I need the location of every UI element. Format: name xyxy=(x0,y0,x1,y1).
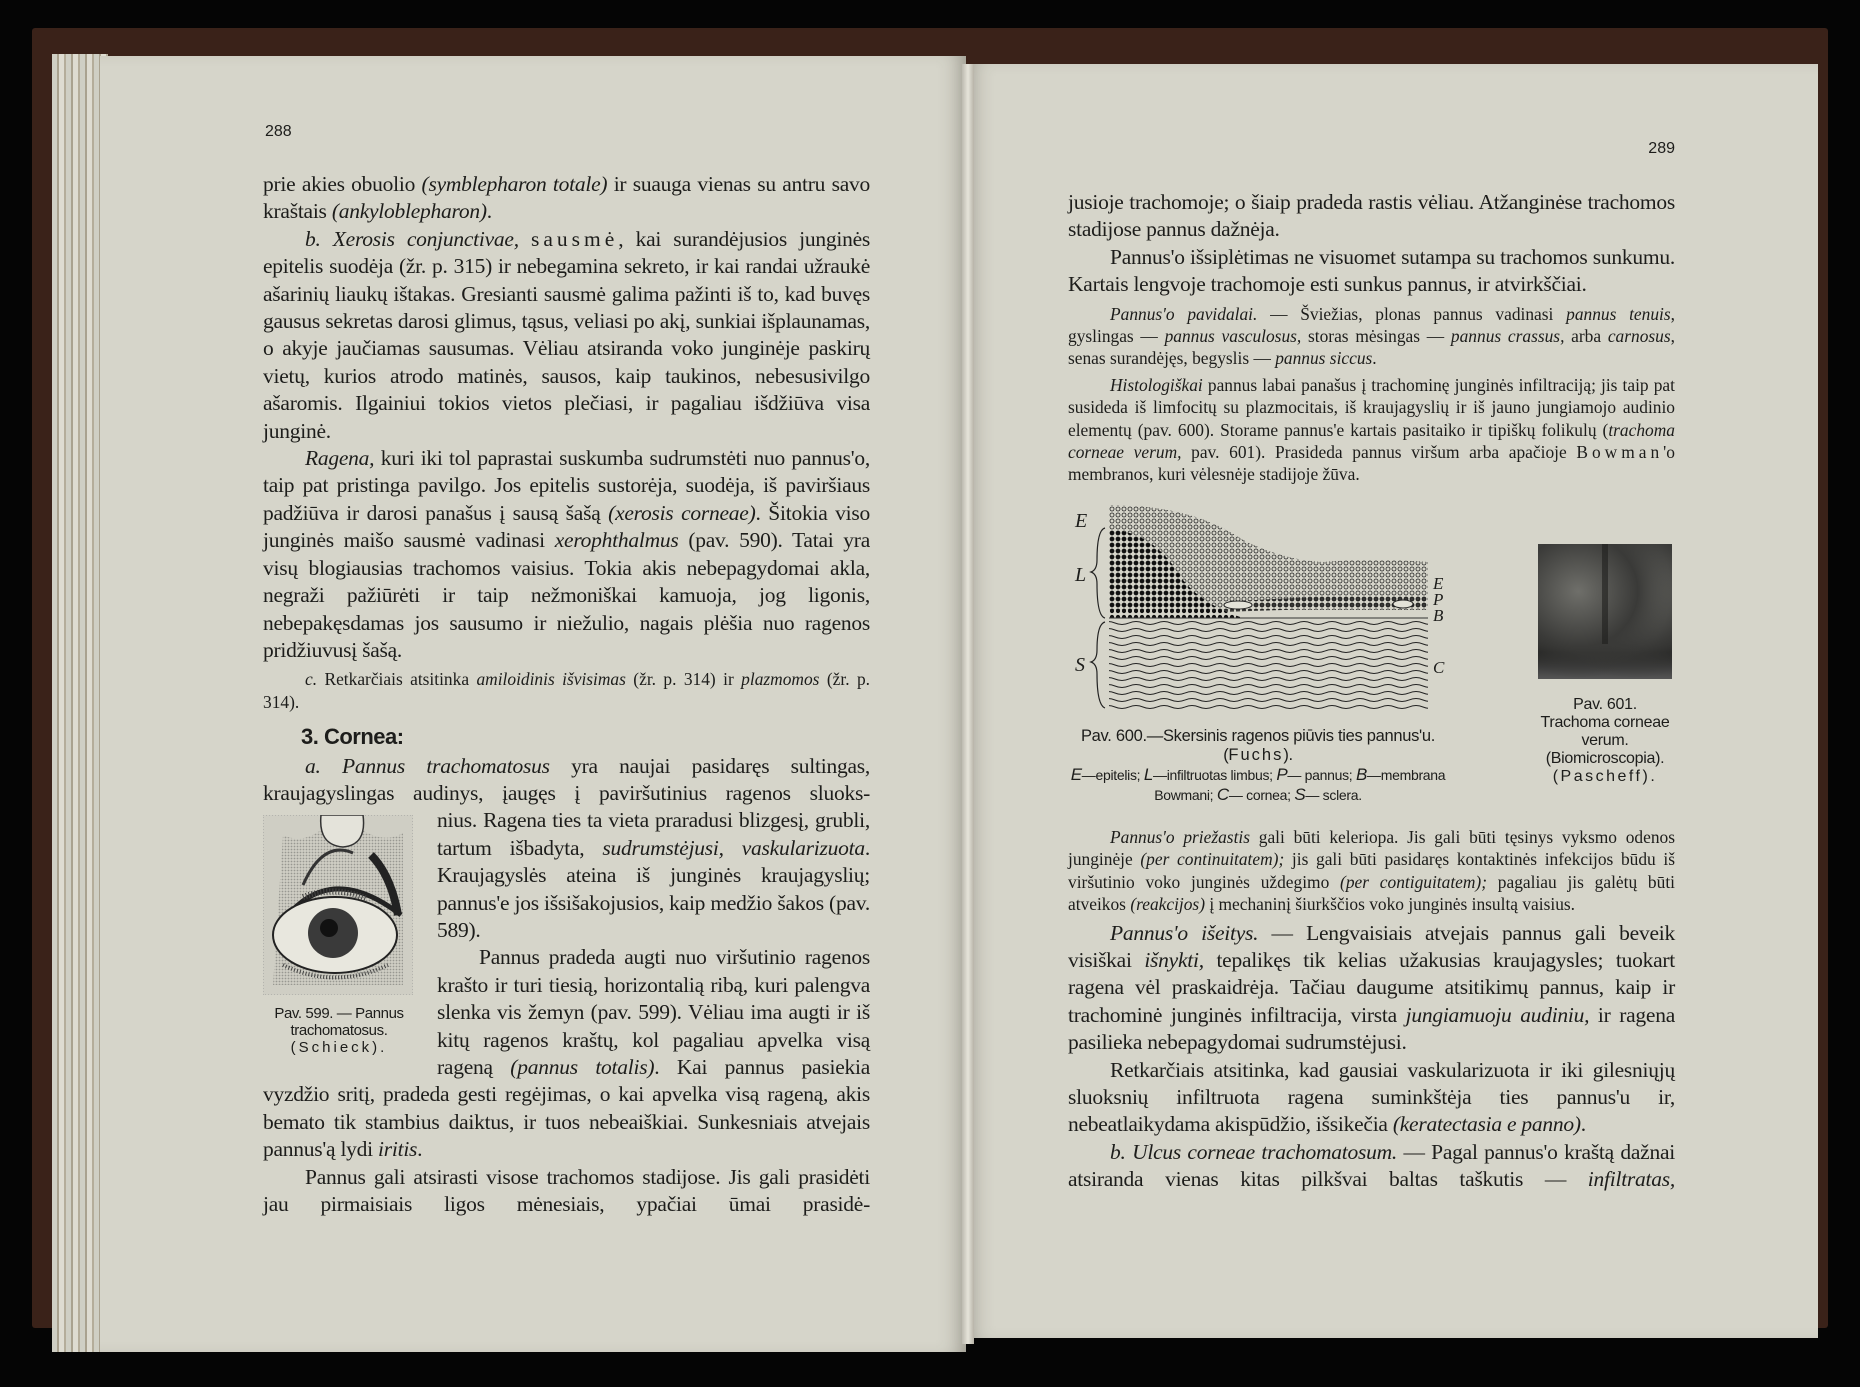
text-run: , gyslingas — xyxy=(1068,303,1676,347)
figure-599-caption-author: (Schieck). xyxy=(290,1039,388,1057)
text-run: ir suauga vienas su antru savo kraštais xyxy=(263,172,870,224)
caption-text: Pav. 600.—Skersinis ragenos piūvis ties pannus'u. ( xyxy=(1080,726,1436,764)
italic-term: Pannus'o išeitys. xyxy=(1110,920,1259,945)
figure-601-caption xyxy=(1530,696,1680,786)
italic-term: b. Xerosis conjunctivae, xyxy=(305,226,519,251)
italic-term: infiltratas, xyxy=(1587,1167,1675,1192)
legend-key: L xyxy=(1143,764,1153,784)
italic-term: a. Pannus trachomatosus xyxy=(305,753,550,778)
label-left-L: L xyxy=(1075,563,1086,586)
figure-600-legend xyxy=(1068,765,1448,805)
text-run: (žr. p. 314). xyxy=(263,669,870,712)
italic-term: Ragena, xyxy=(305,446,375,471)
text-run: Pannus pradeda augti nuo viršutinio ragenos krašto ir turi tiesią, horizontalią ribą, kuri palengva slenka vis žemyn (pav. 599). Vėliau ima augti ir iš kitų ragenos kraštų, kol pagaliau apvelka visą rageną xyxy=(437,945,870,1079)
italic-term: (pannus totalis) xyxy=(510,1055,655,1079)
label-right-B: B xyxy=(1433,605,1444,625)
text-run: nius. Ragena ties ta vieta praradusi blizgesį, grubli, tartum išbadyta, xyxy=(437,808,870,860)
text-run: pagaliau jis galėtų būti atveikos xyxy=(1068,871,1675,915)
legend-label: —epitelis; xyxy=(1081,766,1141,783)
figures-600-601 xyxy=(1068,500,1675,818)
small-print-paragraph xyxy=(1068,826,1675,916)
text-run: jis gali būti pasidaręs kontaktinės infekcijos būdu iš viršutinio voko junginės uždegimo xyxy=(1068,849,1675,892)
italic-term: (symblepharon totale) xyxy=(421,172,608,196)
small-print-paragraph xyxy=(1068,303,1675,370)
figure-601-caption-author: (Pascheff). xyxy=(1552,767,1658,785)
text-run: į mechaninį šiurkščios voko junginės insultą vaisius. xyxy=(1205,894,1576,915)
text-run: arba xyxy=(1564,326,1608,347)
legend-key: E xyxy=(1070,764,1082,784)
italic-term: (per contiguitatem); xyxy=(1340,871,1488,892)
italic-term: trachoma corneae verum, xyxy=(1068,419,1675,463)
paragraph xyxy=(1068,189,1675,244)
legend-label: — sclera. xyxy=(1305,786,1362,803)
section-heading: 3. Cornea: xyxy=(301,724,404,750)
figure-600-caption-title xyxy=(1068,727,1448,765)
text-run: . xyxy=(1372,348,1377,369)
legend-key: C xyxy=(1216,784,1229,804)
figure-599-caption-line1: Pav. 599. — Pannus xyxy=(274,1005,404,1023)
text-run: pav. 601). Prasideda pannus viršum arba apačioje xyxy=(1181,442,1577,463)
italic-term: b. Ulcus corneae trachomatosum. xyxy=(1110,1139,1398,1164)
book-gutter xyxy=(962,64,974,1344)
text-run: . Šitokia viso junginės maišo sausmė vadinasi xyxy=(263,500,870,553)
italic-term: Pannus'o pavidalai. xyxy=(1110,303,1258,324)
italic-term: Histologiškai xyxy=(1110,374,1203,395)
italic-term: (keratectasia e panno) xyxy=(1392,1112,1581,1137)
legend-label: — pannus; xyxy=(1287,766,1353,783)
legend-key: P xyxy=(1276,764,1288,784)
text-run: pannus labai panašus į trachominę junginės infiltraciją; jis taip pat susideda iš limfocitų su plazmocitais, iš kraujagyslių ir iš jauno jungiamojo audinio elementų (pav. 600). Storame pannus'e kartais pasitaiko ir tipiškų folikulų ( xyxy=(1068,374,1675,440)
italic-term: xerophthalmus xyxy=(554,528,679,553)
italic-term: (per continuitatem); xyxy=(1140,849,1285,870)
text-run: (žr. p. 314) ir xyxy=(625,669,742,690)
figure-600 xyxy=(1073,500,1508,715)
italic-term: pannus vasculosus, xyxy=(1164,326,1302,347)
label-left-E: E xyxy=(1075,509,1087,532)
text-run: Pannus'o išsiplėtimas ne visuomet sutampa su trachomos sunkumu. Kartais lengvoje trachomoje esti sunkus pannus, ir atvirkščiai. xyxy=(1068,244,1675,297)
text-run: , senas surandėjęs, begyslis — xyxy=(1068,326,1675,369)
small-print-paragraph xyxy=(263,668,870,713)
figure-599-caption-line2: trachomatosus. xyxy=(290,1022,388,1040)
italic-term: plazmomos xyxy=(741,669,820,690)
figure-599 xyxy=(263,815,415,1056)
text-run: ir ragena pasilieka nebepagydomai sudrumstėjusi. xyxy=(1068,1002,1675,1055)
label-right-C: C xyxy=(1433,657,1445,677)
italic-term: carnosus xyxy=(1607,326,1671,347)
italic-term: pannus siccus xyxy=(1275,348,1373,369)
spaced-term: Bowman xyxy=(1576,442,1664,463)
paragraph xyxy=(263,226,870,445)
figure-601-biomicroscopy-image xyxy=(1538,544,1672,679)
text-run: kuri iki tol paprastai suskumba sudrumstėti nuo pannus'o, taip pat pristinga pavilgo. Jos epitelis sustorėja, suodėja, iš paviršiaus padžiūva ir darosi panašus į sausą šašą xyxy=(263,446,870,525)
legend-key: S xyxy=(1294,784,1306,804)
spaced-term: sausmė xyxy=(531,226,619,251)
left-text-column xyxy=(263,171,870,1218)
italic-term: (reakcijos) xyxy=(1130,894,1205,915)
text-run: yra naujai pasidaręs sultingas, kraujagyslingas audinys, įaugęs į paviršutinius ragenos sluoks- xyxy=(263,753,870,805)
text-run: — Pagal pannus'o kraštą dažnai atsiranda vienas kitas pilkšvai baltas taškutis — xyxy=(1068,1139,1675,1192)
legend-label: —infiltruotas limbus; xyxy=(1153,766,1273,783)
legend-key: B xyxy=(1356,764,1368,784)
caption-author: Fuchs xyxy=(1228,745,1284,764)
text-run: storas mėsingas — xyxy=(1301,326,1451,347)
legend-label: —membrana Bowmani; xyxy=(1154,766,1446,803)
text-run: jusioje trachomoje; o šiaip pradeda rastis vėliau. Atžanginėse trachomos stadijose pannus dažnėja. xyxy=(1068,190,1675,242)
small-print-paragraph xyxy=(1068,374,1675,486)
italic-term: pannus crassus, xyxy=(1450,326,1565,347)
paragraph xyxy=(263,445,870,664)
paragraph xyxy=(1068,1057,1675,1139)
text-run: Pannus gali atsirasti visose trachomos stadijose. Jis gali prasidėti jau pirmaisiais ligos mėnesiais, ypačiai ūmai prasidė- xyxy=(263,1164,870,1217)
paragraph xyxy=(1068,244,1675,299)
paragraph xyxy=(263,1164,870,1219)
text-run: . xyxy=(1580,1112,1586,1137)
italic-term: c. xyxy=(305,669,318,690)
text-run: prie akies obuolio xyxy=(263,172,422,196)
page-number-left: 288 xyxy=(265,123,292,140)
italic-term: išnykti, xyxy=(1144,947,1204,972)
italic-term: iritis xyxy=(378,1137,418,1162)
italic-term: jungiamuoju audiniu, xyxy=(1405,1002,1590,1027)
paragraph xyxy=(263,171,870,226)
italic-term: amiloidinis išvisimas xyxy=(476,669,626,690)
text-run: 'o membranos, kuri vėlesnėje stadijoje žūva. xyxy=(1068,442,1675,485)
text-run: , kai surandėjusios junginės epitelis suodėja (žr. p. 315) ir nebegamina sekreto, ir kai randai užraukė ašarinių liaukų ištakas. Gresianti sausmė galima pažinti iš to, kad buvęs gausus sekretas darosi glimus, tąsus, veliasi po akį, sunkiai išplaunamas, o akyje jaučiamas sausumas. Vėliau atsiranda voko junginėje paskirų vietų, kurios atrodo matinės, sausos, kaip taukinos, nebesusivilgo ašaromis. Ilgainiui tokios vietos plečiasi, ir pagaliau išdžiūva visa junginė. xyxy=(263,226,871,443)
legend-label: — cornea; xyxy=(1228,786,1291,803)
figure-600-caption xyxy=(1068,727,1448,805)
label-right-P: P xyxy=(1433,589,1444,609)
text-run: . xyxy=(486,199,492,224)
text-run: . Kai pannus pasiekia vyzdžio sritį, pradeda gesti regėjimas, o kai apvelka visą rageną, akis bemato tik stambius daiktus, ir tuos nebeaiškiai. Sunkesniais atvejais pannus'ą lydi xyxy=(263,1055,871,1162)
figure-601-caption-line1: Pav. 601. xyxy=(1573,695,1637,713)
paragraph xyxy=(263,753,870,808)
right-text-column xyxy=(1068,189,1675,1194)
label-right-E: E xyxy=(1433,573,1444,593)
paragraph xyxy=(1068,920,1675,1057)
text-run: . xyxy=(417,1137,423,1162)
text-run: (pav. 590). Tatai yra visų blogiausias trachomos vaisius. Tokia akis nebepagydomai akla, negraži pažiūrėti ir taip nežmoniškai kamuoja, jog ligonis, nebepakęsdamas jos sausumo ir niežulio, nagais plėšia nuo ragenos pridžiuvusį šašą. xyxy=(263,528,870,662)
italic-term: (xerosis corneae) xyxy=(608,500,756,525)
page-number-right: 289 xyxy=(1648,140,1675,157)
text-run: Retkarčiais atsitinka, kad gausiai vaskularizuota ir iki gilesniųjų sluoksnių infiltruota ragena suminkštėja ties pannus'u ir, nebeatlaikydama akispūdžio, išsikečia xyxy=(1068,1057,1675,1137)
italic-term: pannus tenuis xyxy=(1566,303,1671,324)
text-run: tepalikęs tik kelias užakusias kraujagysles; tuokart ragena vėl praskaidrėja. Tačiau daugume atsitikimų pannus, kaip ir trachominė junginės infiltracija, virsta xyxy=(1068,947,1675,1027)
text-run xyxy=(519,227,531,251)
text-run: — Šviežias, plonas pannus vadinasi xyxy=(1257,303,1567,324)
text-run: — Lengvaisiais atvejais pannus gali beveik visiškai xyxy=(1068,920,1675,972)
figure-601-caption-line2: Trachoma corneae verum. (Biomicroscopia). xyxy=(1540,713,1670,767)
paragraph xyxy=(1068,1139,1675,1194)
label-left-S: S xyxy=(1075,653,1085,676)
italic-term: (ankyloblepharon) xyxy=(331,199,487,224)
text-run: . Kraujagyslės ateina iš junginės kraujagyslių; pannus'e jos išsišakojusios, kaip medžio šakos (pav. 589). xyxy=(437,835,870,942)
text-run: Retkarčiais atsitinka xyxy=(317,669,477,690)
eye-illustration xyxy=(263,815,413,995)
caption-suffix: ). xyxy=(1283,745,1293,764)
text-run: gali būti keleriopa. Jis gali būti tęsinys vyksmo odenos junginėje xyxy=(1068,826,1675,870)
figure-601-shadow xyxy=(1602,544,1608,644)
italic-term: sudrumstėjusi, vaskularizuota xyxy=(602,835,865,860)
italic-term: Pannus'o priežastis xyxy=(1110,826,1251,847)
